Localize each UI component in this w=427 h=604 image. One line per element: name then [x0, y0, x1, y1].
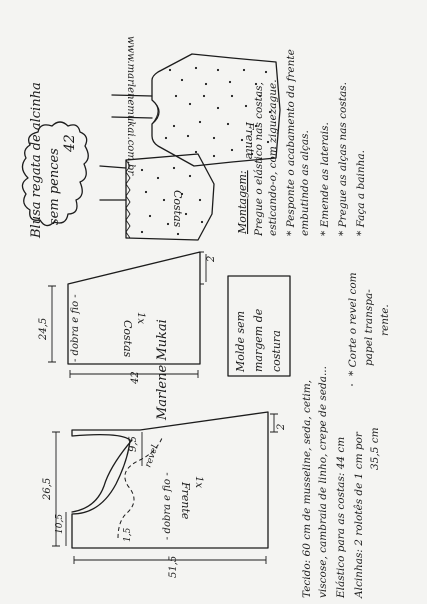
front-height-label: 26,5 — [42, 477, 53, 500]
materials-line-2: viscose, cambraia de linho, crepe de seda... — [317, 366, 329, 598]
website-group — [125, 36, 136, 176]
montagem-step-2: esticando-o, com ziguezague. — [267, 79, 279, 236]
front-garment-label: Frente — [243, 122, 256, 160]
front-neck-width-label: 9,5 — [128, 436, 139, 452]
back-fold-label: - dobra e fio - — [70, 294, 81, 362]
back-height-label: 24,5 — [38, 317, 49, 340]
front-pattern-count: 1x — [193, 476, 204, 489]
back-pattern-count: 1x — [135, 312, 146, 325]
front-facing-label: revel — [143, 444, 161, 470]
montagem-step-7: * Faça a bainha. — [355, 150, 367, 236]
cut-note-line-2: papel transpa- — [363, 289, 375, 366]
seam-note-line-1: Molde sem — [234, 310, 247, 372]
materials-line-4: Alcinhas: 2 rolotês de 1 cm por — [353, 432, 365, 598]
montagem-step-1: Pregue o elástico nas costas, — [253, 82, 265, 236]
signature: Marlene Mukai — [155, 319, 170, 420]
title-line-2: sem pences — [47, 148, 62, 225]
back-garment-label: Costas — [171, 190, 184, 228]
montagem-step-3: * Pesponte o acabamento da frente — [285, 49, 297, 236]
title-line-1: Blusa regata de alcinha — [29, 82, 44, 238]
title-size: 42 — [62, 134, 78, 152]
signature-group — [155, 319, 170, 421]
front-small-offset-label: 1,5 — [123, 527, 133, 542]
cut-note-line-1: * Corte o revel com — [347, 272, 359, 376]
seam-note-line-3: costura — [270, 330, 283, 372]
seam-note-line-2: margem de — [252, 308, 265, 372]
front-pattern-label: Frente — [179, 482, 192, 520]
back-offset-label: 2 — [206, 255, 217, 262]
cut-note-line-3: rente. — [379, 304, 391, 336]
montagem-step-4: embutindo as alças. — [299, 130, 311, 236]
materials-line-3: Elástico para as costas: 44 cm — [335, 436, 347, 598]
front-width-label: 51,5 — [168, 555, 179, 578]
back-pattern-label: Costas — [121, 320, 134, 358]
montagem-step-5: * Emende as laterais. — [319, 122, 331, 236]
front-fold-label: - dobra e fio - — [162, 472, 173, 540]
website-url: www.marlenemukai.com.br — [125, 36, 136, 176]
materials-line-1: Tecido: 60 cm de musseline, seda, cetim, — [301, 379, 313, 598]
front-hem-offset-label: 2 — [276, 423, 287, 430]
materials-line-5: 35,5 cm — [369, 427, 381, 470]
back-width-label: 42 — [130, 371, 141, 384]
montagem-step-6: * Pregue as alças nas costas. — [337, 82, 349, 236]
front-armhole-depth-label: 10,5 — [55, 513, 65, 534]
montagem-heading: Montagem: — [236, 170, 249, 234]
